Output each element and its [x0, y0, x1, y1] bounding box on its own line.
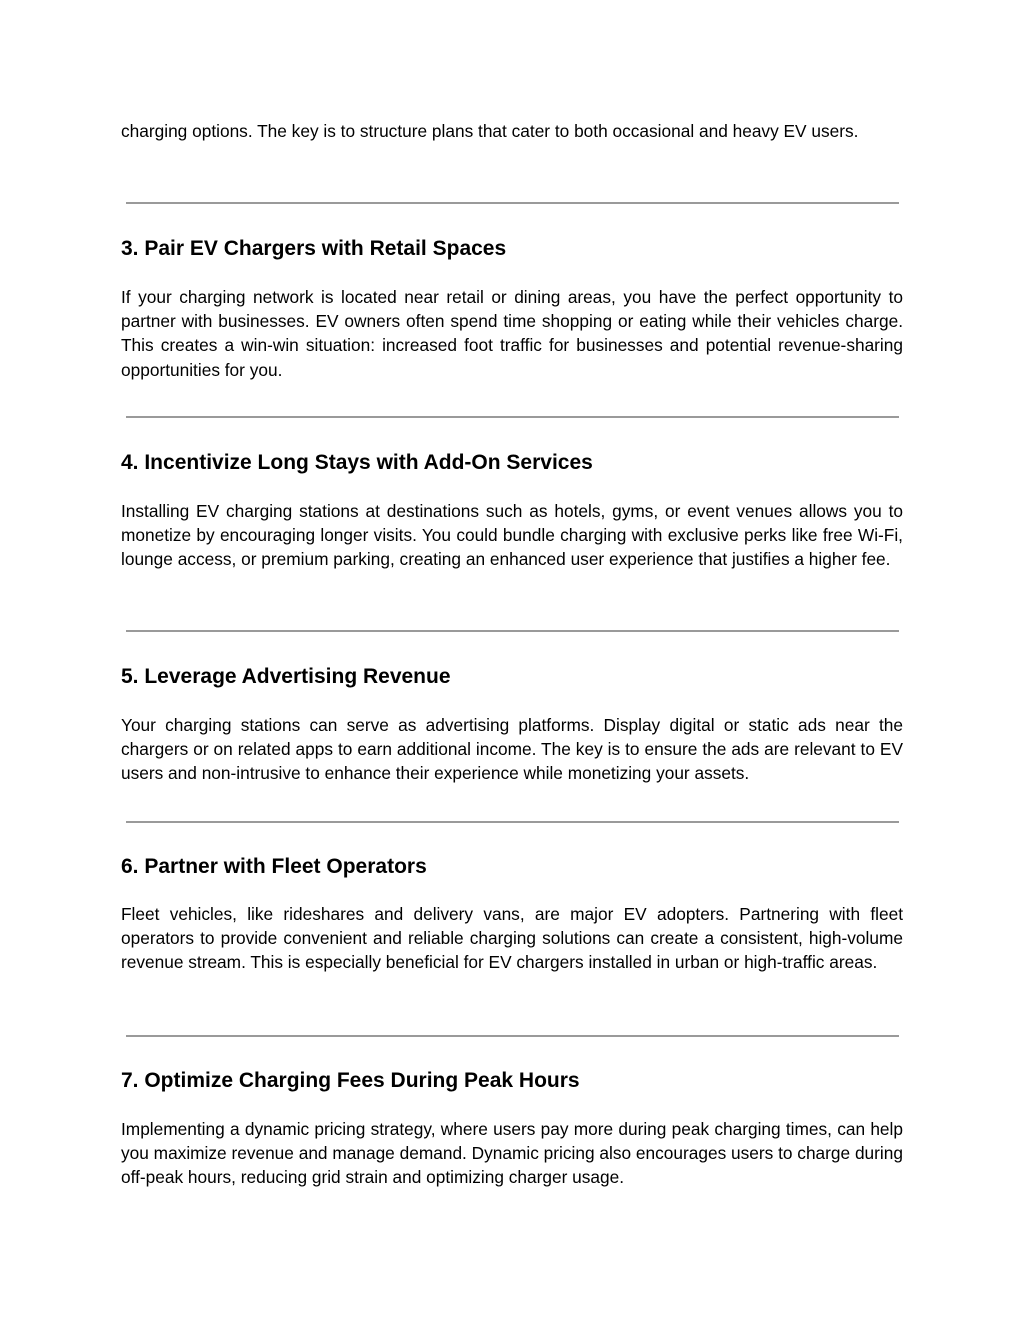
section-body-6: Fleet vehicles, like rideshares and delivery vans, are major EV adopters. Partnering with fleet operators to provide convenient and reliable charging solutions can create a consistent, high-volume revenue stream. This is especially beneficial for EV chargers installed in urban or high-traffic areas.	[121, 904, 903, 973]
section-divider	[126, 1035, 899, 1037]
section-divider	[126, 202, 899, 204]
intro-paragraph: charging options. The key is to structure plans that cater to both occasional and heavy EV users.	[121, 121, 859, 141]
section-divider	[126, 416, 899, 418]
section-heading-3: 3. Pair EV Chargers with Retail Spaces	[121, 237, 507, 260]
section-body-3: If your charging network is located near retail or dining areas, you have the perfect opportunity to partner with businesses. EV owners often spend time shopping or eating while their vehicles charge. This creates a win-win situation: increased foot traffic for businesses and potential revenue-sharing opportunities for you.	[121, 287, 903, 380]
section-body-5: Your charging stations can serve as advertising platforms. Display digital or static ads near the chargers or on related apps to earn additional income. The key is to ensure the ads are relevant to EV users and non-intrusive to enhance their experience while monetizing your assets.	[121, 715, 903, 784]
section-body-7: Implementing a dynamic pricing strategy, where users pay more during peak charging times, can help you maximize revenue and manage demand. Dynamic pricing also encourages users to charge during off-peak hours, reducing grid strain and optimizing charger usage.	[121, 1119, 903, 1188]
section-divider	[126, 821, 899, 823]
section-heading-4: 4. Incentivize Long Stays with Add-On Services	[121, 451, 593, 474]
section-divider	[126, 630, 899, 632]
section-heading-7: 7. Optimize Charging Fees During Peak Hours	[121, 1069, 580, 1092]
section-heading-5: 5. Leverage Advertising Revenue	[121, 665, 451, 688]
section-body-4: Installing EV charging stations at destinations such as hotels, gyms, or event venues allows you to monetize by encouraging longer visits. You could bundle charging with exclusive perks like free Wi-Fi, lounge access, or premium parking, creating an enhanced user experience that justifies a higher fee.	[121, 501, 903, 570]
section-heading-6: 6. Partner with Fleet Operators	[121, 855, 427, 878]
